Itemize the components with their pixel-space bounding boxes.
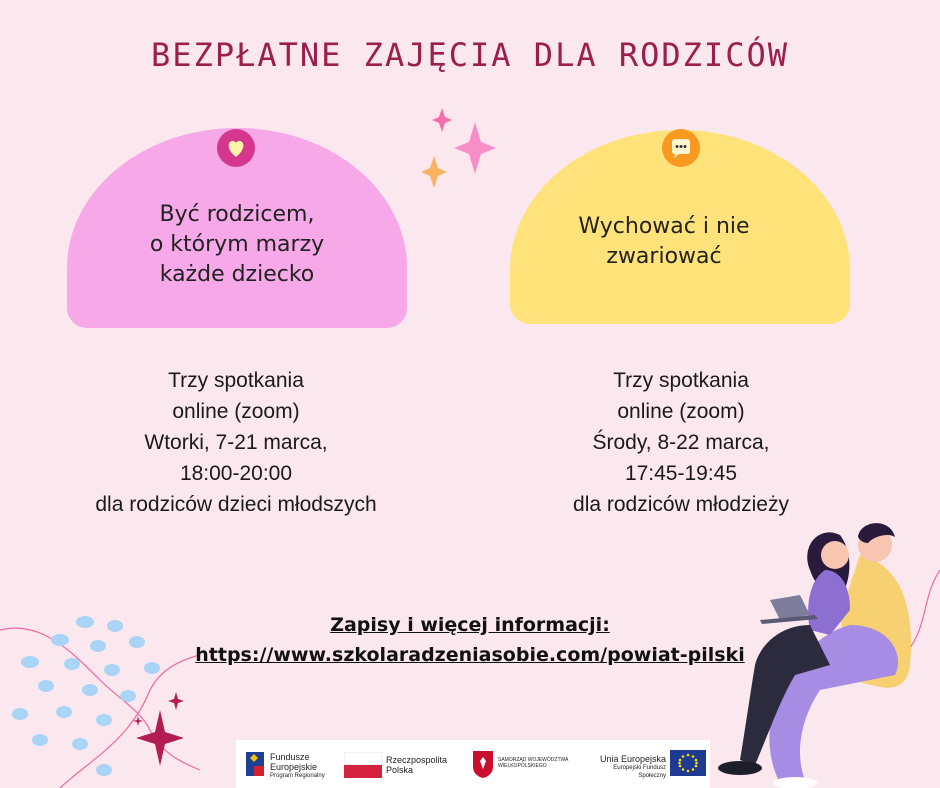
eu-flag-icon <box>670 750 706 776</box>
fundusze-europejskie-logo-icon <box>244 748 268 780</box>
chat-bubble-icon <box>662 129 700 167</box>
fe-logo-text: Fundusze Europejskie Program Regionalny <box>270 752 325 779</box>
right-card-heading: Wychować i nie zwariować <box>578 214 750 269</box>
couple-illustration <box>700 515 940 788</box>
page-title: BEZPŁATNE ZAJĘCIA DLA RODZICÓW <box>151 36 789 74</box>
left-card-heading: Być rodzicem, o którym marzy każde dziecko <box>149 202 325 287</box>
ue-logo-text: Unia Europejska Europejski Fundusz Społeczny <box>599 754 666 779</box>
rp-logo-text: Rzeczpospolita Polska <box>386 755 448 775</box>
polish-flag-icon <box>344 752 382 778</box>
sw-logo-text: SAMORZĄD WOJEWÓDZTWA WIELKOPOLSKIEGO <box>498 757 569 769</box>
dots-decoration <box>0 560 240 788</box>
signup-label: Zapisy i więcej informacji: <box>330 614 610 636</box>
wielkopolska-crest-icon <box>472 749 494 779</box>
heart-icon <box>217 129 255 167</box>
sponsor-logos-bar <box>236 740 710 788</box>
sparkles-decoration <box>420 100 520 195</box>
signup-link[interactable]: https://www.szkolaradzeniasobie.com/powiat-pilski <box>195 644 745 666</box>
right-card-info: Trzy spotkania online (zoom) Środy, 8-22 marca, 17:45-19:45 dla rodziców młodzieży <box>573 369 789 516</box>
left-card-info: Trzy spotkania online (zoom) Wtorki, 7-21 marca, 18:00-20:00 dla rodziców dzieci młodszych <box>95 369 377 516</box>
